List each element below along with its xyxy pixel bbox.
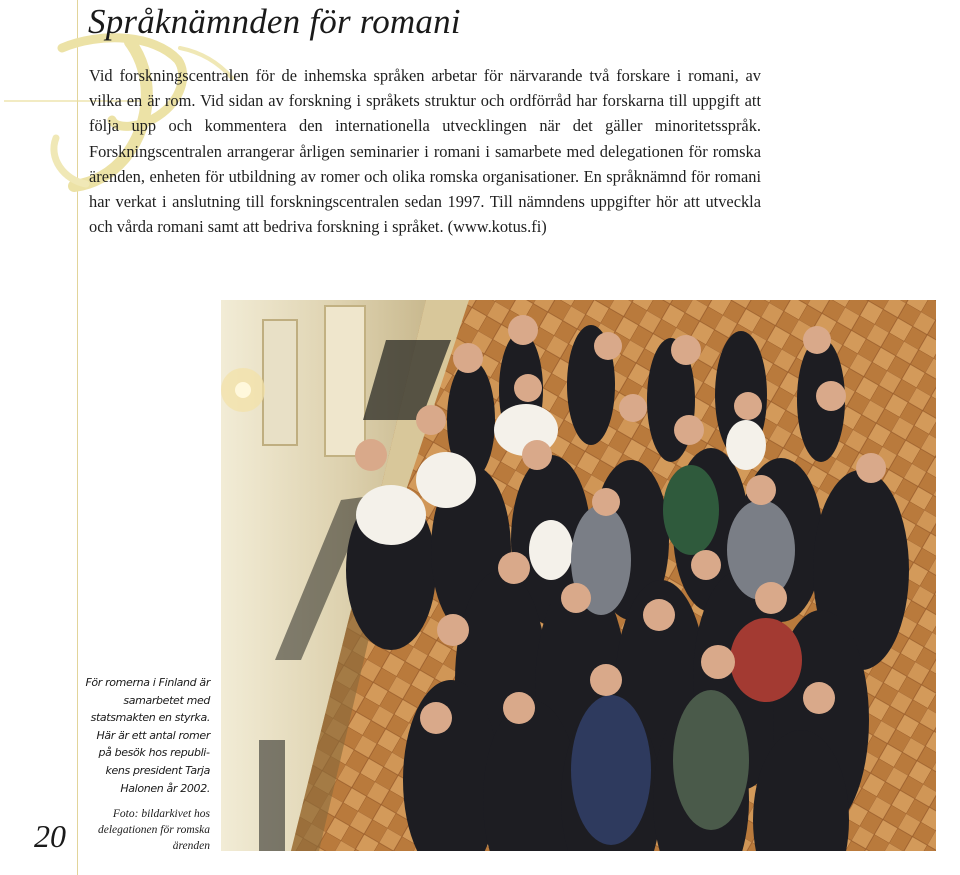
page-title: Språknämnden för romani [88, 2, 461, 41]
page-number: 20 [34, 818, 66, 854]
photo-caption: För romerna i Finland är samarbetet med statsmakten en styrka. Här är ett antal romer på besök hos republikens president Tarja Halonen år 2002. [85, 676, 210, 795]
group-photo [221, 300, 936, 851]
body-paragraph: Vid forskningscentralen för de inhemska språken arbetar för närvarande två forskare i romani, av vilka en är rom. Vid sidan av forskning i språkets struktur och ordförråd har forskarna till uppgift att följa upp och kommentera den internationella utvecklingen när det gäller minoritetsspråk. Forskningscentralen arrangerar årligen seminarier i romani i samarbete med delegationen för romska ärenden, enheten för utbildning av romer och olika romska organisationer. En språknämnd för romani har verkat i anslutning till forskningscentralen sedan 1997. Till nämndens uppgifter hör att utveckla och vårda romani samt att bedriva forskning i språket. (www.kotus.fi) [89, 66, 761, 237]
photo-credit: Foto: bildarkivet hos delegationen för romska ärenden [97, 808, 210, 852]
